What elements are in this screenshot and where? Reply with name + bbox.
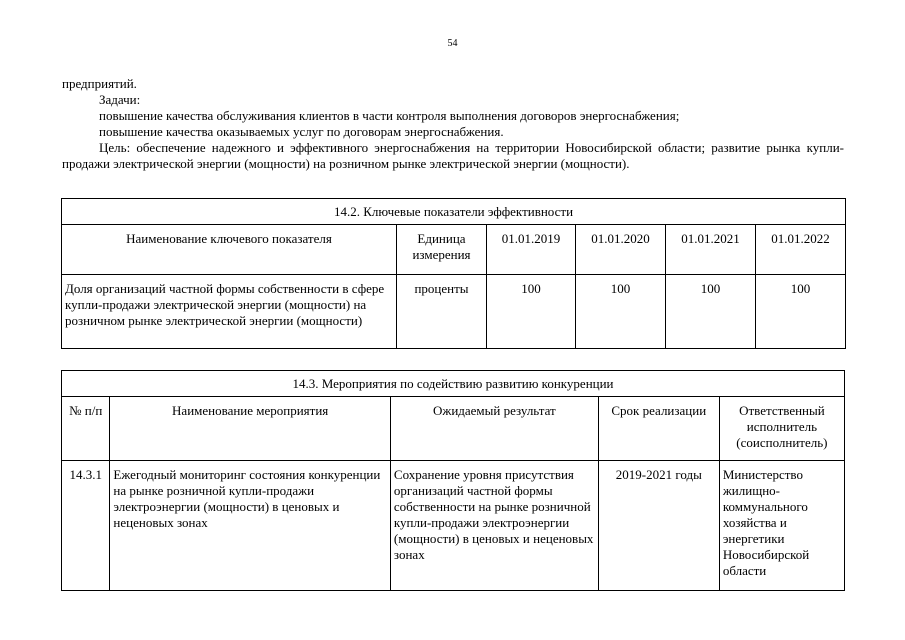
- kpi-header-name: Наименование ключевого показателя: [62, 225, 397, 275]
- kpi-cell-2019: 100: [487, 275, 576, 349]
- kpi-header-2021: 01.01.2021: [666, 225, 756, 275]
- table-row: [62, 275, 846, 349]
- table-row: [62, 461, 845, 591]
- measures-cell-term: 2019-2021 годы: [598, 461, 719, 591]
- kpi-cell-2021: 100: [666, 275, 756, 349]
- measures-table: [61, 370, 845, 591]
- text-line-enterprises: предприятий.: [62, 76, 137, 91]
- kpi-table-title: 14.2. Ключевые показатели эффективности: [62, 199, 846, 225]
- kpi-cell-unit: проценты: [397, 275, 487, 349]
- kpi-cell-2020: 100: [576, 275, 666, 349]
- kpi-header-unit: Единица измерения: [397, 225, 487, 275]
- kpi-header-2022: 01.01.2022: [756, 225, 846, 275]
- measures-cell-result: Сохранение уровня присутствия организаций частной формы собственности на рынке розничной купли-продажи электроэнергии (мощности) в ценовых и неценовых зонах: [390, 461, 598, 591]
- kpi-cell-2022: 100: [756, 275, 846, 349]
- measures-header-term: Срок реализации: [598, 397, 719, 461]
- kpi-header-2019: 01.01.2019: [487, 225, 576, 275]
- measures-cell-name: Ежегодный мониторинг состояния конкуренции на рынке розничной купли-продажи электроэнергии (мощности) в ценовых и неценовых зонах: [110, 461, 390, 591]
- measures-header-result: Ожидаемый результат: [390, 397, 598, 461]
- measures-header-name: Наименование мероприятия: [110, 397, 390, 461]
- measures-header-num: № п/п: [62, 397, 110, 461]
- text-line-task-1: повышение качества обслуживания клиентов в части контроля выполнения договоров энергоснабжения;: [99, 108, 680, 123]
- kpi-cell-name: Доля организаций частной формы собственности в сфере купли-продажи электрической энергии (мощности) на розничном рынке электрической энергии (мощности): [62, 275, 397, 349]
- measures-header-responsible: Ответственный исполнитель (соисполнитель): [719, 397, 844, 461]
- body-text: [62, 76, 844, 172]
- kpi-table: [61, 198, 846, 349]
- measures-cell-responsible: Министерство жилищно-коммунального хозяйства и энергетики Новосибирской области: [719, 461, 844, 591]
- measures-cell-num: 14.3.1: [62, 461, 110, 591]
- measures-table-title: 14.3. Мероприятия по содействию развитию конкуренции: [62, 371, 845, 397]
- page-number: 54: [447, 38, 458, 49]
- kpi-header-2020: 01.01.2020: [576, 225, 666, 275]
- text-line-tasks-heading: Задачи:: [99, 92, 141, 107]
- text-line-goal: Цель: обеспечение надежного и эффективного энергоснабжения на территории Новосибирской области; развитие рынка купли-продажи электрической энергии (мощности) на розничном рынке электрической энергии (мощности).: [62, 140, 844, 171]
- text-line-task-2: повышение качества оказываемых услуг по договорам энергоснабжения.: [99, 124, 504, 139]
